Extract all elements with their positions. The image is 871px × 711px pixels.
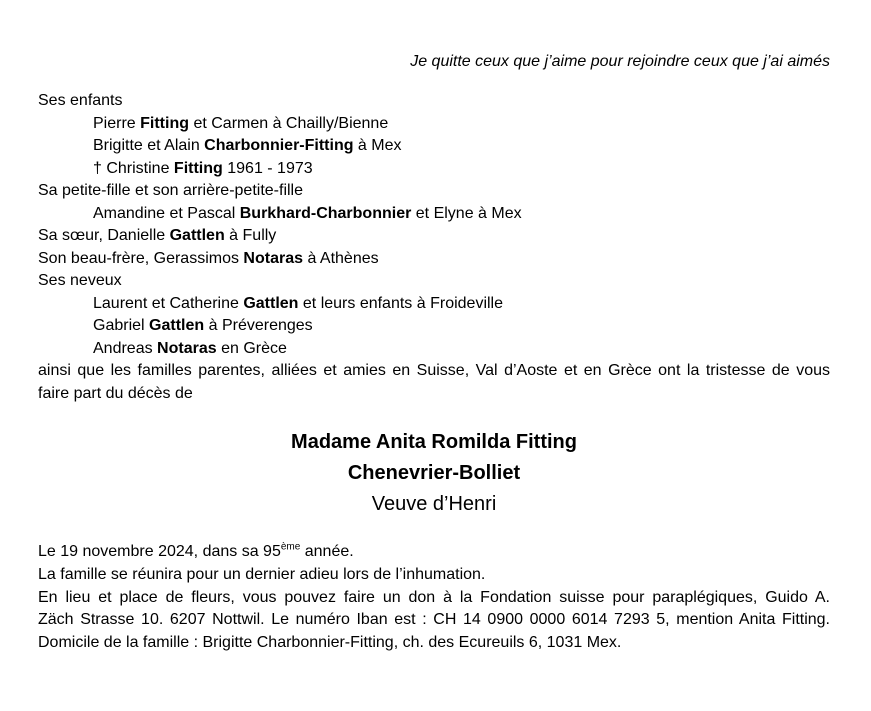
grandchild-entry: Amandine et Pascal Burkhard-Charbonnier et Elyne à Mex [93,205,522,222]
nephews-heading: Ses neveux [38,272,122,289]
family-domicile: Domicile de la famille : Brigitte Charbonnier-Fitting, ch. des Ecureuils 6, 1031 Mex. [38,634,622,651]
deceased-status: Veuve d’Henri [371,493,497,515]
nephew-entry: Gabriel Gattlen à Préverenges [93,317,313,334]
donation-line: Zäch Strasse 10. 6207 Nottwil. Le numéro Iban est : CH 14 0900 0000 6014 7293 5, mention Anita Fitting. [38,611,830,628]
sister-entry: Sa sœur, Danielle Gattlen à Fully [38,227,277,244]
child-entry: Brigitte et Alain Charbonnier-Fitting à Mex [93,137,402,154]
announcement-line: faire part du décès de [38,385,193,402]
death-date: Le 19 novembre 2024, dans sa 95ème année. [38,541,354,560]
deceased-maiden-name: Chenevrier-Bolliet [347,462,521,484]
nephew-entry: Laurent et Catherine Gattlen et leurs enfants à Froideville [93,295,503,312]
epigraph: Je quitte ceux que j’aime pour rejoindre ceux que j’ai aimés [410,53,830,70]
grandchildren-heading: Sa petite-fille et son arrière-petite-fille [38,182,304,199]
child-entry: † Christine Fitting 1961 - 1973 [93,160,313,177]
deceased-name: Madame Anita Romilda Fitting [291,431,577,453]
brother-in-law-entry: Son beau-frère, Gerassimos Notaras à Athènes [38,250,379,267]
nephew-entry: Andreas Notaras en Grèce [93,340,287,357]
child-entry: Pierre Fitting et Carmen à Chailly/Bienne [93,115,389,132]
announcement-line: ainsi que les familles parentes, alliées et amies en Suisse, Val d’Aoste et en Grèce ont la tristesse de vous [38,362,830,379]
gathering-note: La famille se réunira pour un dernier adieu lors de l’inhumation. [38,566,486,583]
children-heading: Ses enfants [38,92,123,109]
donation-line: En lieu et place de fleurs, vous pouvez faire un don à la Fondation suisse pour paraplégiques, Guido A. [38,589,830,606]
